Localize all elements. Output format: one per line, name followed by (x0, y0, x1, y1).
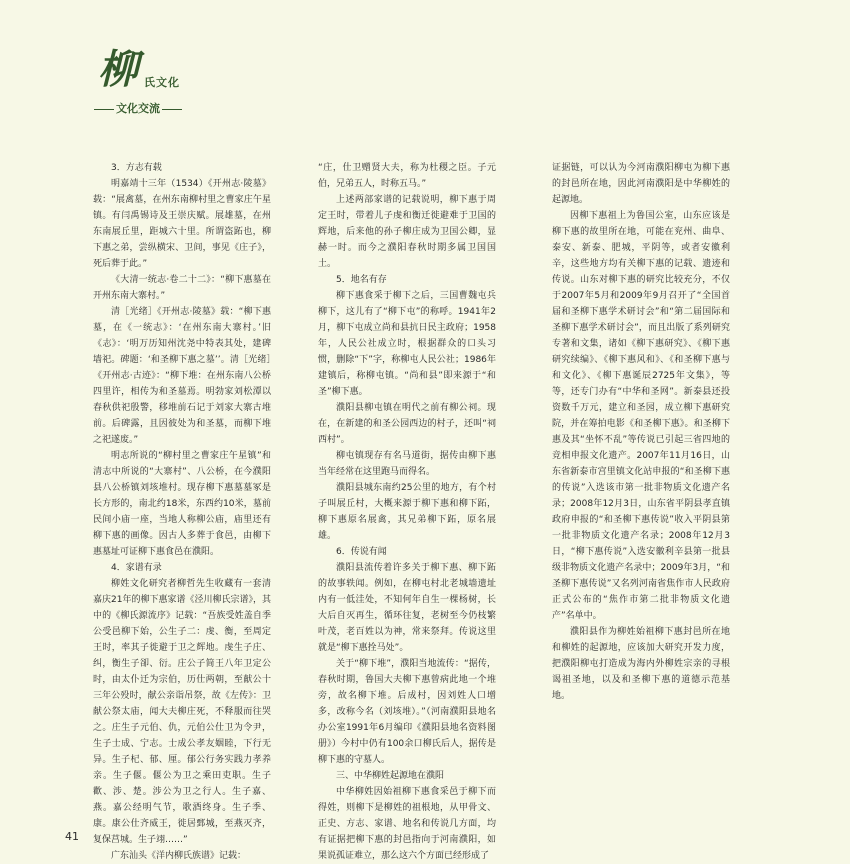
section-heading: 5．地名有存 (336, 275, 387, 285)
paragraph: 濮阳县城东南约25公里的地方，有个村子叫展丘村，大概来源于柳下惠和柳下跖，柳下惠原名展禽，其兄弟柳下跖，原名展雄。 (318, 483, 496, 541)
logo-subtitle: 氏文化 (144, 76, 180, 89)
column-name (92, 100, 184, 116)
paragraph: 濮阳县流传着许多关于柳下惠、柳下跖的故事轶闻。例如，在柳屯村北老城墙遗址内有一低洼处，不知何年自生一棵杨树，长大后自灭再生，循环往复，老树至今仍枝繁叶茂，老百姓以为神，常来祭拜。传说这里就是“柳下惠拴马处”。 (318, 563, 496, 653)
paragraph: 柳屯镇现存有名马道街，据传由柳下惠当年经常在这里跑马而得名。 (318, 451, 496, 477)
section-heading: 4．家谱有录 (111, 563, 162, 573)
paragraph: 濮阳县作为柳姓始祖柳下惠封邑所在地和柳姓的起源地，应该加大研究开发力度，把濮阳柳屯打造成为海内外柳姓宗亲的寻根谒祖圣地，以及和圣柳下惠的道德示范基地。 (552, 627, 730, 701)
paragraph: 关于“柳下堆”，濮阳当地流传：“据传，春秋时期，鲁国大夫柳下惠曾病此地一个堆旁，故名柳下堆。后成村，因刘姓人口增多，改称今名（刘垓堆）。”（河南濮阳县地名办公室1991年6月编印《濮阳县地名资料图册》）今村中仍有100余口柳氏后人，据传是柳下惠的守墓人。 (318, 659, 496, 765)
paragraph: 清［光绪］《开州志·陵墓》载：“柳下惠墓，在《一统志》：‘在州东南大寨村。’旧《志》：‘明万历知州沈尧中特表其处，建碑墙祀。碑题：‘和圣柳下惠之墓’’。清［光绪］《开州志·古迹》：“柳下堆：在州东南八公桥四里许，相传为和圣墓焉。明勃家刘松潭以春秋供祀殷警，移堆前石记于刘家大寨古堆前。后碑露，且因彼处为和圣墓，而柳下堆之祀遂废。” (93, 307, 271, 445)
paragraph: 柳姓文化研究者柳哲先生收藏有一套清嘉庆21年的柳下惠家谱《泾川柳氏宗谱》，其中的《柳氏源流序》记载：“吾族受姓盖自季公受邑柳下始，公生子二：虔、衡，至周定王时，率其子徙避于卫之辉地。虔生子庄、纠，衡生子卻、衍。庄公子简王八年卫定公时，由太仆迁为宗伯，历仕两朝，至献公十三年公殁时，献公亲诣吊祭，故《左传》：卫献公祭太庙，闻大夫柳庄死，不释服而往哭之。庄生子元伯、仇，元伯公仕卫为令尹，生子士成、宁志。士成公孝友姻睦，下行无异。生子杞、郁、厘。郁公行务实践力孝养亲。生子偃。偃公为卫之乘田吏职。生子歡、涉、楚。涉公为卫之行人。生子嘉、燕。嘉公经明气节，歌酒终身。生子季、康。康公仕齐威王，徙居鄄城，至燕灭齐，复保莒城。生子翊……” (93, 579, 271, 845)
paragraph: 明嘉靖十三年（1534）《开州志·陵墓》载：“展禽墓，在州东南柳村里之曹家庄午星镇。有闫禹锡诗及王崇庆赋。展雄墓，在州东南展丘里，距城六十里。所谓盗跖也，柳下惠之弟，尝纵横宋、卫间，事见《庄子》，死后葬于此。” (93, 179, 271, 269)
page-number: 41 (65, 830, 79, 843)
text-column-3 (552, 160, 730, 704)
section-heading: 6．传说有闻 (336, 547, 387, 557)
section-heading: 3．方志有载 (111, 163, 162, 173)
paragraph: 中华柳姓因始祖柳下惠食采邑于柳下而得姓，则柳下是柳姓的祖根地，从甲骨文、正史、方志、家谱、地名和传说几方面，均有证据把柳下惠的封邑指向于河南濮阳，如果说孤证难立，那么这六个方面已经形成了 (318, 787, 496, 861)
paragraph: “庄，仕卫赠贤大夫，称为杜稷之臣。子元伯，兄弟五人，时称五马。” (318, 163, 496, 189)
paragraph: 《大清一统志·卷二十二》：“柳下惠墓在开州东南大寨村。” (93, 275, 271, 301)
text-column-1 (93, 160, 271, 864)
paragraph: 因柳下惠祖上为鲁国公室，山东应该是柳下惠的故里所在地，可能在兖州、曲阜、泰安、新泰、肥城，平阴等，或者安徽利辛，这些地方均有关柳下惠的记载、遗迹和传说。山东对柳下惠的研究比较充分，不仅于2007年5月和2009年9月召开了“全国首届和圣柳下惠学术研讨会”和“第二届国际和圣柳下惠学术研讨会”，而且出版了系列研究专著和文集，诸如《柳下惠研究》、《柳下惠研究续编》、《柳下惠风和》、《和圣柳下惠与和文化》、《柳下惠诞辰2725年文集》，等等，还专门办有“中华和圣网”。新泰县还投资数千万元，建立和圣园，成立柳下惠研究院，并在筹拍电影《和圣柳下惠》。和圣柳下惠及其“坐怀不乱”等传说已引起三省四地的竞相申报文化遗产。2007年11月16日，山东省新泰市宫里镇文化站申报的“和圣柳下惠的传说”入选该市第一批非物质文化遗产名录；2008年12月3日，山东省平阴县孝直镇政府申报的“和圣柳下惠传说”收入平阴县第一批非物质文化遗产名录；2008年12月3日，“柳下惠传说”入选安徽利辛县第一批县级非物质文化遗产名录中；2009年3月，“和圣柳下惠传说”又名列河南省焦作市人民政府正式公布的“焦作市第二批非物质文化遗产”名单中。 (552, 211, 730, 621)
paragraph: 证据链，可以认为今河南濮阳柳屯为柳下惠的封邑所在地，因此河南濮阳是中华柳姓的起源地。 (552, 163, 730, 205)
paragraph: 柳下惠食采于柳下之后，三国曹魏屯兵柳下，这儿有了“柳下屯”的称呼。1941年2月，柳下屯成立尚和县抗日民主政府；1958年，人民公社成立时，根据群众的口头习惯，删除“下”字，称柳屯人民公社；1986年建镇后，称柳屯镇。“尚和县”即来源于“和圣”柳下惠。 (318, 291, 496, 397)
section-heading: 三、中华柳姓起源地在濮阳 (336, 771, 445, 781)
paragraph: 上述两部家谱的记载说明，柳下惠于周定王时，带着儿子虔和衡迁徙避难于卫国的辉地，后来他的孙子柳庄成为卫国公卿，显赫一时。而今之濮阳春秋时期多属卫国国土。 (318, 195, 496, 269)
paragraph: 濮阳县柳屯镇在明代之前有柳公祠。现在，在新建的和圣公园西边的村子，还叫“祠西村”。 (318, 403, 496, 445)
text-column-2 (318, 160, 496, 864)
logo-character: 柳 (98, 46, 138, 93)
paragraph: 广东汕头《洋内柳氏族谱》记载： (111, 851, 247, 861)
column-name-text: 文化交流 (116, 102, 160, 115)
rule-right (162, 109, 182, 110)
column-header (92, 48, 232, 118)
paragraph: 明志所说的“柳村里之曹家庄午星镇”和清志中所说的“大寨村”、八公桥，在今濮阳县八公桥镇刘垓堆村。现存柳下惠墓墓冢是长方形的，南北约18米，东西约10米，墓前民间小庙一座，当地人称柳公庙，庙里还有柳下惠的画像。因古人多葬于食邑，由柳下惠墓址可证柳下惠食邑在濮阳。 (93, 451, 271, 557)
rule-left (94, 109, 114, 110)
